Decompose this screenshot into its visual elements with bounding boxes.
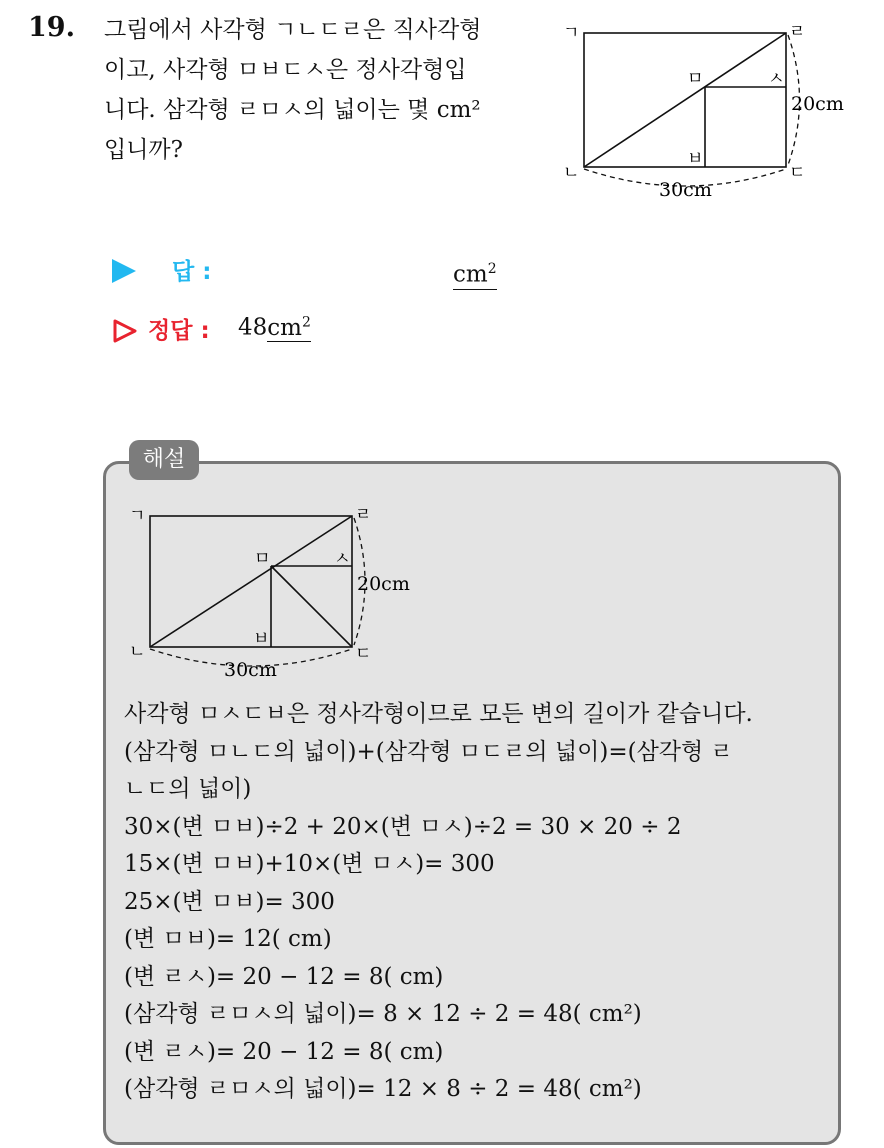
explanation-text [124,696,836,1109]
answer-unit-exponent: 2 [487,261,497,277]
play-triangle-icon [112,259,136,283]
answer-unit-text: cm [453,261,488,288]
explanation-line: 30×(변 ㅁㅂ)÷2 + 20×(변 ㅁㅅ)÷2 = 30 × 20 ÷ 2 [124,813,682,840]
answer-unit[interactable] [453,255,497,290]
correct-answer-row [112,312,532,348]
vertex-label-e: ㅁ [687,69,704,89]
height-label: 20cm [791,93,844,115]
correct-number: 48 [238,314,268,341]
vertex-label-g: ㅅ [768,69,785,89]
answer-label: 답 : [172,259,212,285]
outline-triangle-icon [112,318,138,344]
correct-unit [267,315,311,342]
explanation-tab: 해설 [129,440,199,480]
explanation-line: (변 ㄹㅅ)= 20 − 12 = 8( cm) [124,1038,444,1065]
vertex-label-b: ㄴ [129,642,146,662]
vertex-label-a: ㄱ [129,506,146,526]
explanation-line: (변 ㅁㅂ)= 12( cm) [124,926,332,952]
correct-value [238,314,311,341]
question-line: 니다. 삼각형 ㄹㅁㅅ의 넓이는 몇 cm² [104,97,481,123]
width-label: 30cm [659,179,712,201]
vertex-label-d: ㄹ [355,505,372,525]
diagonal-line [150,516,352,647]
vertex-label-g: ㅅ [334,549,351,569]
question-line: 그림에서 사각형 ㄱㄴㄷㄹ은 직사각형 [104,17,482,43]
explanation-figure [120,500,440,690]
question-number: 19. [28,12,75,43]
question-line: 입니까? [104,137,183,163]
vertex-label-c: ㄷ [789,163,806,183]
answer-row [112,253,532,289]
correct-unit-exponent: 2 [301,314,311,330]
explanation-line: 15×(변 ㅁㅂ)+10×(변 ㅁㅅ)= 300 [124,851,495,877]
correct-unit-text: cm [267,314,302,341]
vertex-label-b: ㄴ [563,163,580,183]
vertex-label-f: ㅂ [687,149,704,169]
vertex-label-a: ㄱ [563,23,580,43]
vertex-label-e: ㅁ [254,549,271,569]
explanation-line: 사각형 ㅁㅅㄷㅂ은 정사각형이므로 모든 변의 길이가 같습니다. [124,701,753,727]
vertex-label-d: ㄹ [789,22,806,42]
vertex-label-f: ㅂ [253,629,270,649]
question-text [104,10,534,170]
diagonal-line [584,33,786,167]
explanation-line: (변 ㄹㅅ)= 20 − 12 = 8( cm) [124,963,444,990]
square-diagonal-line [271,566,352,647]
explanation-line: (삼각형 ㅁㄴㄷ의 넓이)+(삼각형 ㅁㄷㄹ의 넓이)=(삼각형 ㄹ [124,738,733,765]
explanation-line: 25×(변 ㅁㅂ)= 300 [124,888,335,915]
explanation-line: ㄴㄷ의 넓이) [124,776,252,802]
vertex-label-c: ㄷ [355,644,372,664]
question-figure [555,18,865,208]
explanation-line: (삼각형 ㄹㅁㅅ의 넓이)= 12 × 8 ÷ 2 = 48( cm²) [124,1076,642,1102]
correct-label: 정답 : [148,318,210,344]
explanation-line: (삼각형 ㄹㅁㅅ의 넓이)= 8 × 12 ÷ 2 = 48( cm²) [124,1001,642,1027]
width-label: 30cm [224,659,277,681]
height-label: 20cm [357,573,410,595]
question-line: 이고, 사각형 ㅁㅂㄷㅅ은 정사각형입 [104,57,467,83]
